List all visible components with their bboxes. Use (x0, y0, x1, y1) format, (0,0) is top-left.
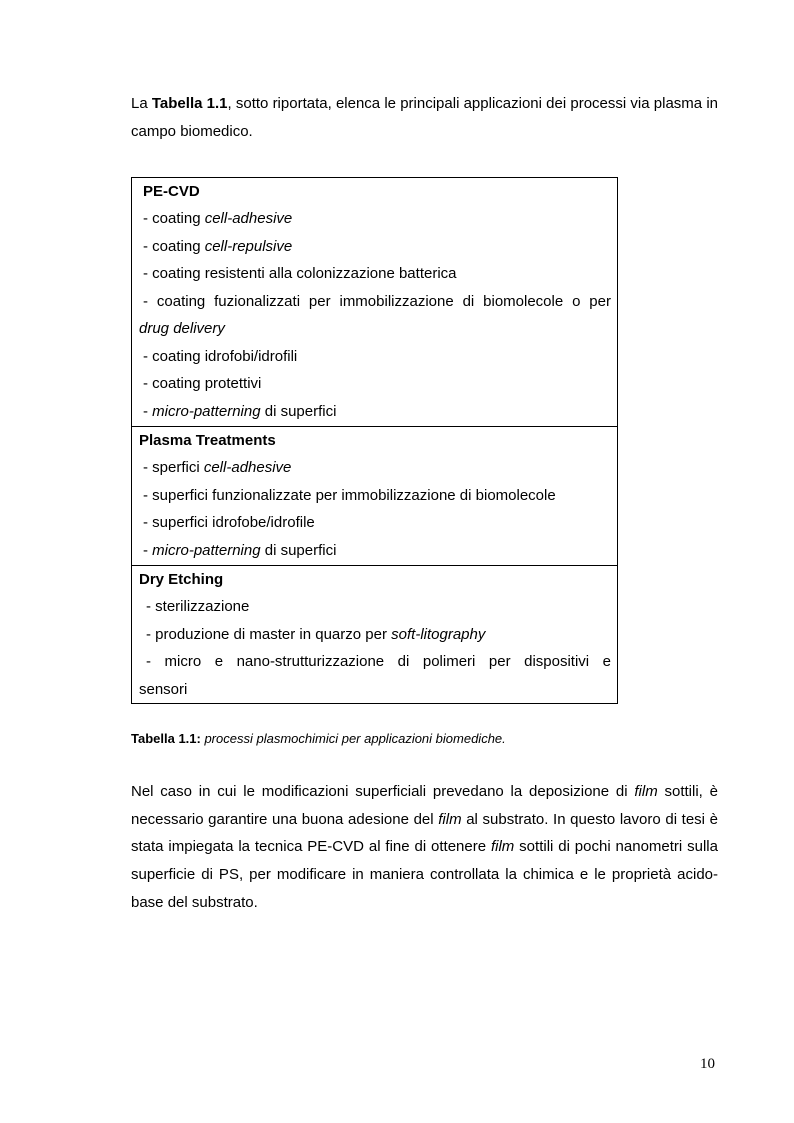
list-item: - coating resistenti alla colonizzazione batterica (143, 265, 457, 282)
section-heading: Plasma Treatments (139, 432, 276, 449)
table-reference: Tabella 1.1 (151, 95, 228, 112)
list-item: - sterilizzazione (146, 598, 250, 615)
closing-paragraph: Nel caso in cui le modificazioni superficiali prevedano la deposizione di film sottili, è necessario garantire una buona adesione del film al substrato. In questo lavoro di tesi è stata impiegata la tecnica PE-CVD al fine di ottenere film sottili di pochi nanometri sulla superficie di PS, per modificare in maniera controllata la chimica e le proprietà acido-base del substrato. (131, 783, 718, 911)
list-item: - coating fuzionalizzati per immobilizzazione di biomolecole o per (143, 292, 611, 310)
list-item: - coating cell-adhesive (143, 210, 293, 227)
list-item: - coating protettivi (143, 375, 262, 392)
section-heading: Dry Etching (139, 571, 224, 588)
section-pe-cvd (132, 178, 618, 427)
list-item: - coating cell-repulsive (143, 237, 293, 255)
table-row (132, 178, 618, 427)
list-item: - superfici idrofobe/idrofile (143, 514, 315, 531)
table-row (132, 566, 618, 704)
list-item-continuation: sensori (139, 680, 188, 698)
section-dry-etching (132, 566, 618, 704)
section-plasma-treatments (132, 427, 618, 566)
list-item: - micro e nano-strutturizzazione di polimeri per dispositivi e (146, 653, 611, 670)
table-row (132, 427, 618, 566)
applications-table (131, 177, 618, 704)
section-heading: PE-CVD (143, 183, 200, 200)
list-item: - micro-patterning di superfici (143, 541, 337, 559)
caption-label: Tabella 1.1: (131, 731, 201, 746)
list-item: - produzione di master in quarzo per soft-litography (146, 625, 486, 643)
intro-paragraph: La Tabella 1.1, sotto riportata, elenca le principali applicazioni dei processi via plasma in campo biomedico. (131, 95, 718, 140)
list-item-continuation: drug delivery (139, 320, 225, 337)
list-item: - sperfici cell-adhesive (143, 459, 292, 476)
list-item: - micro-patterning di superfici (143, 402, 337, 420)
caption-text: processi plasmochimici per applicazioni biomediche. (200, 731, 506, 746)
list-item: - superfici funzionalizzate per immobilizzazione di biomolecole (143, 486, 556, 504)
table-caption (131, 729, 506, 749)
page-number: 10 (700, 1056, 715, 1072)
list-item: - coating idrofobi/idrofili (143, 347, 298, 365)
